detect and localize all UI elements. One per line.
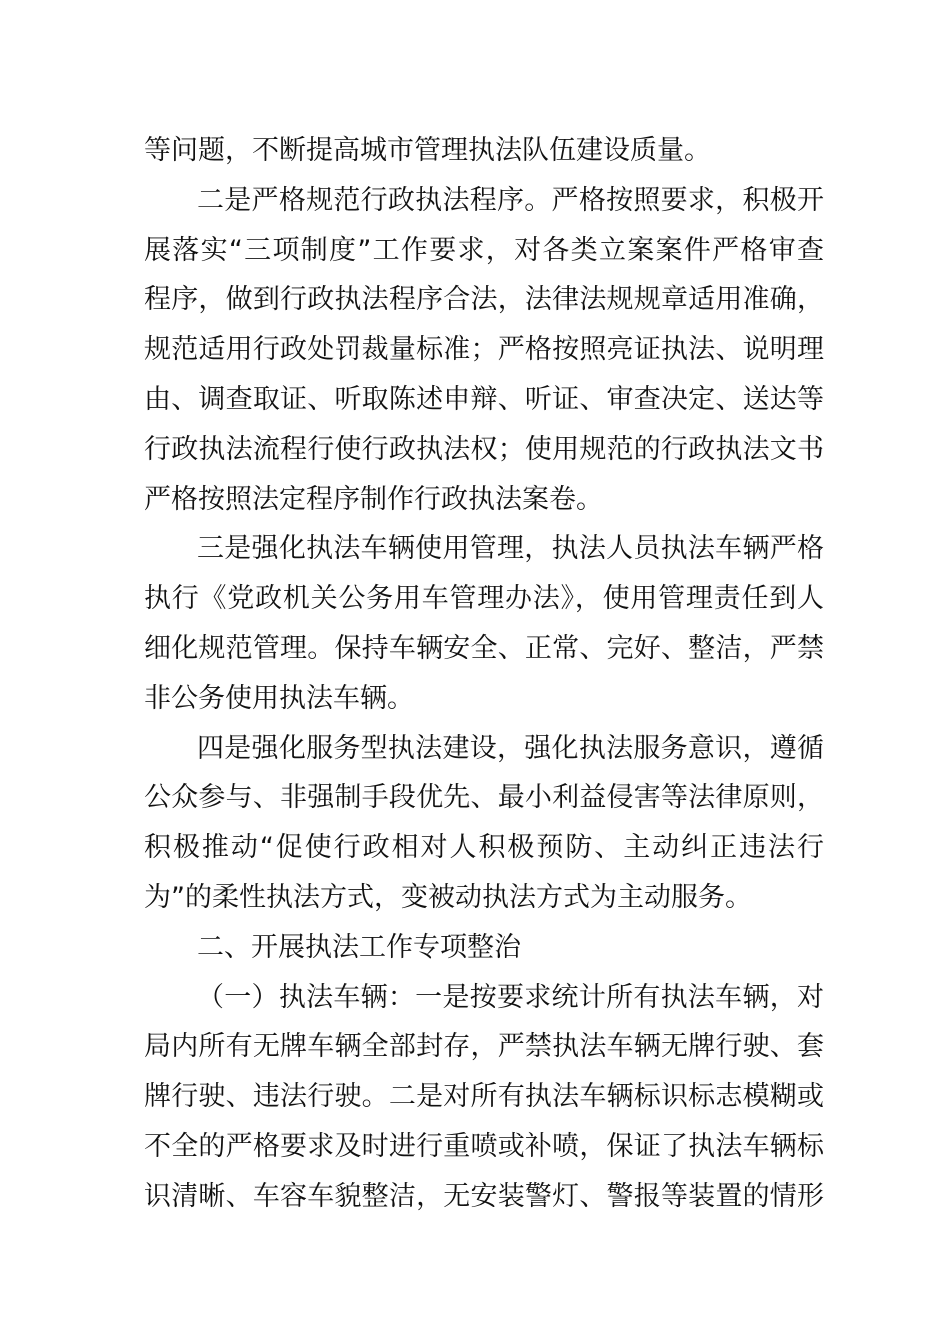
text-line: 局内所有无牌车辆全部封存，严禁执法车辆无牌行驶、套 bbox=[144, 1031, 824, 1063]
text-line: 积极推动“促使行政相对人积极预防、主动纠正违法行 bbox=[144, 832, 824, 864]
text-line: 执行《党政机关公务用车管理办法》，使用管理责任到人 bbox=[144, 583, 824, 615]
text-line: 等问题，不断提高城市管理执法队伍建设质量。 bbox=[144, 135, 711, 166]
text-line: 由、调查取证、听取陈述申辩、听证、审查决定、送达等 bbox=[144, 383, 824, 415]
section-heading: 二、开展执法工作专项整治 bbox=[197, 931, 521, 963]
text-line: 四是强化服务型执法建设，强化执法服务意识，遵循 bbox=[197, 732, 824, 764]
text-line: 公众参与、非强制手段优先、最小利益侵害等法律原则， bbox=[144, 782, 824, 814]
text-line: 非公务使用执法车辆。 bbox=[144, 682, 414, 714]
text-line: 不全的严格要求及时进行重喷或补喷，保证了执法车辆标 bbox=[144, 1130, 824, 1162]
text-line: 行政执法流程行使行政执法权；使用规范的行政执法文书 bbox=[144, 433, 824, 465]
text-line: 细化规范管理。保持车辆安全、正常、完好、整洁，严禁 bbox=[144, 632, 824, 664]
text-line: 三是强化执法车辆使用管理，执法人员执法车辆严格 bbox=[197, 533, 824, 565]
text-line: 严格按照法定程序制作行政执法案卷。 bbox=[144, 483, 603, 515]
text-line: 展落实“三项制度”工作要求，对各类立案案件严格审查 bbox=[144, 234, 824, 266]
text-line: 规范适用行政处罚裁量标准；严格按照亮证执法、说明理 bbox=[144, 334, 824, 366]
text-line: （一）执法车辆：一是按要求统计所有执法车辆，对 bbox=[197, 981, 824, 1013]
text-line: 二是严格规范行政执法程序。严格按照要求，积极开 bbox=[197, 184, 824, 216]
text-line: 为”的柔性执法方式，变被动执法方式为主动服务。 bbox=[144, 881, 752, 913]
text-line: 识清晰、车容车貌整洁，无安装警灯、警报等装置的情形 bbox=[144, 1180, 824, 1212]
text-line: 程序，做到行政执法程序合法，法律法规规章适用准确， bbox=[144, 284, 824, 316]
document-body bbox=[144, 126, 824, 1222]
text-line: 牌行驶、违法行驶。二是对所有执法车辆标识标志模糊或 bbox=[144, 1081, 824, 1113]
